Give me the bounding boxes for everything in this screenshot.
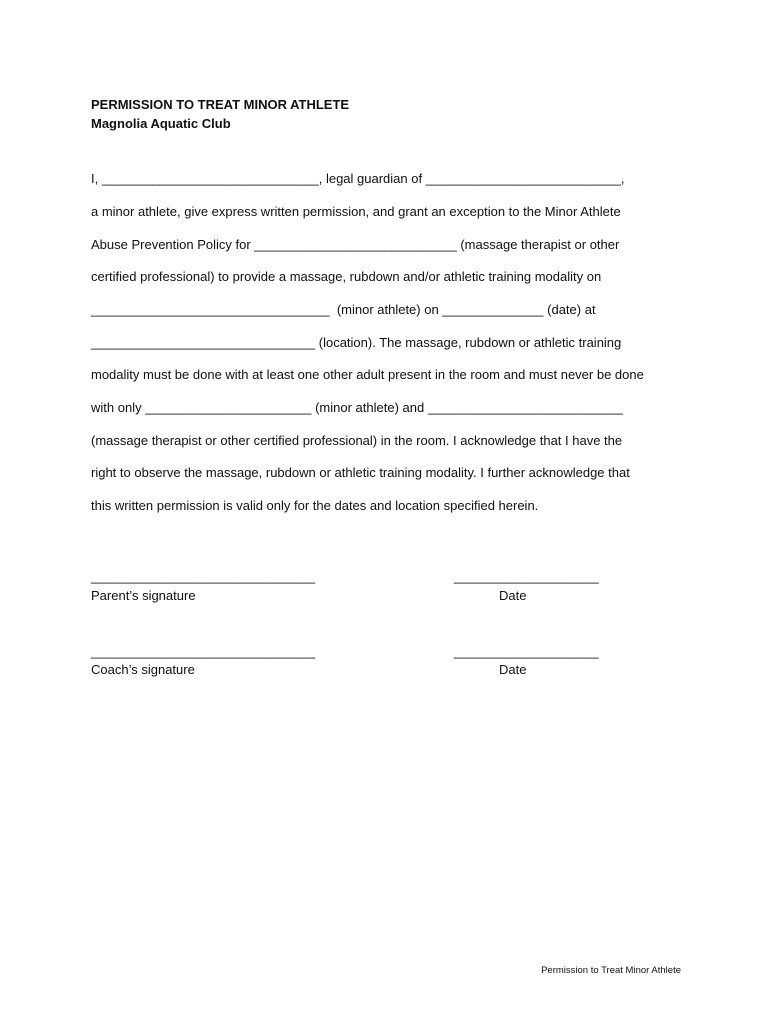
- coach-signature-line: _______________________________: [91, 644, 316, 659]
- parent-signature-label: Parent’s signature: [91, 588, 196, 603]
- coach-date-label: Date: [499, 662, 527, 677]
- body-line-guardian: I, ______________________________, legal guardian of ___________________________,: [91, 171, 625, 186]
- body-line: this written permission is valid only for the dates and location specified herein.: [91, 498, 539, 513]
- parent-date-label: Date: [499, 588, 527, 603]
- coach-date-line: ____________________: [454, 644, 599, 659]
- body-line-location: _______________________________ (location). The massage, rubdown or athletic training: [91, 335, 622, 350]
- body-line-therapist: Abuse Prevention Policy for ____________________________ (massage therapist or other: [91, 237, 620, 252]
- parent-date-line: ____________________: [454, 569, 599, 584]
- organization-name: Magnolia Aquatic Club: [91, 116, 231, 131]
- body-line-athlete-date: _________________________________ (minor athlete) on ______________ (date) at: [91, 302, 596, 317]
- document-title: PERMISSION TO TREAT MINOR ATHLETE: [91, 97, 350, 112]
- body-line: right to observe the massage, rubdown or athletic training modality. I further acknowledge that: [91, 465, 630, 480]
- body-line: (massage therapist or other certified professional) in the room. I acknowledge that I have the: [91, 433, 623, 448]
- parent-signature-line: _______________________________: [91, 569, 316, 584]
- coach-signature-label: Coach’s signature: [91, 662, 195, 677]
- page-footer: Permission to Treat Minor Athlete: [541, 965, 681, 976]
- body-line: modality must be done with at least one other adult present in the room and must never be done: [91, 367, 644, 382]
- body-line: certified professional) to provide a massage, rubdown and/or athletic training modality on: [91, 269, 602, 284]
- body-line-athlete-therapist: with only _______________________ (minor athlete) and ___________________________: [91, 400, 624, 415]
- body-line: a minor athlete, give express written permission, and grant an exception to the Minor Athlete: [91, 204, 621, 219]
